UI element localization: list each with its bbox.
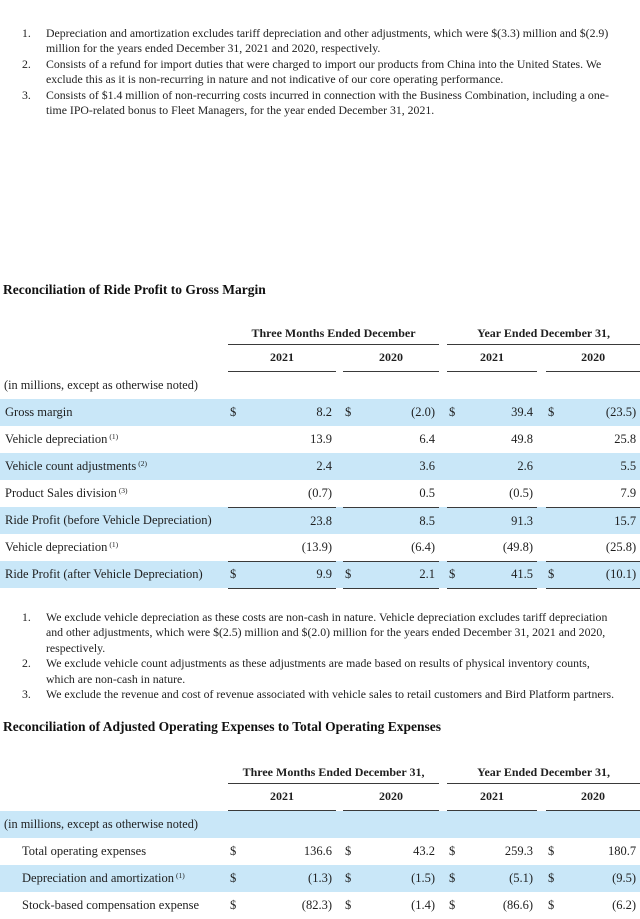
value-cell: 41.5	[465, 561, 537, 588]
value-cell: 6.4	[419, 432, 436, 447]
dollar-sign-cell	[228, 480, 246, 507]
footnote-reference: (1)	[176, 871, 185, 881]
footnote-number: 3.	[22, 686, 31, 701]
column-gap	[336, 892, 343, 919]
dollar-sign-cell: $	[447, 561, 465, 588]
dollar-sign-cell	[546, 534, 564, 561]
column-gap	[537, 426, 546, 453]
value-cell: 8.2	[246, 399, 336, 426]
value-cell: (23.5)	[564, 399, 640, 426]
year-column-header: 2020	[343, 344, 439, 371]
header-gap	[537, 783, 546, 810]
column-gap	[537, 480, 546, 507]
value-cell: (9.5)	[564, 865, 640, 892]
table-row	[0, 399, 640, 426]
footnote-reference: (1)	[109, 540, 119, 550]
header-gap	[439, 344, 447, 371]
column-group-header: Year Ended December 31,	[447, 322, 640, 344]
table-row	[0, 453, 640, 480]
value-cell: 7.9	[564, 480, 640, 507]
row-label: Total operating expenses	[22, 844, 147, 859]
column-gap	[439, 561, 447, 588]
value-cell: 25.8	[614, 432, 637, 447]
value-cell: 8.5	[361, 507, 439, 534]
column-gap	[336, 838, 343, 865]
dollar-sign-cell	[447, 507, 465, 534]
footnote-reference: (1)	[109, 432, 119, 442]
header-gap	[439, 761, 447, 783]
value-cell: 43.2	[413, 844, 436, 859]
units-label: (in millions, except as otherwise noted)	[0, 810, 640, 838]
column-gap	[439, 865, 447, 892]
footnote-text: Consists of $1.4 million of non-recurring costs incurred in connection with the Business Combination, including a one-time IPO-related bonus to Fleet Managers, for the year ended December 31, 2021.	[46, 87, 609, 118]
dollar-sign-cell	[546, 453, 564, 480]
column-gap	[439, 480, 447, 507]
footnote-number: 3.	[22, 87, 31, 102]
value-cell: (10.1)	[564, 561, 640, 588]
column-gap	[537, 453, 546, 480]
dollar-sign-cell	[228, 426, 246, 453]
dollar-sign-cell	[228, 534, 246, 561]
column-gap	[537, 892, 546, 919]
section-title-ride-profit: Reconciliation of Ride Profit to Gross Margin	[3, 282, 266, 298]
dollar-sign-cell	[546, 480, 564, 507]
year-column-header: 2021	[447, 344, 537, 371]
value-cell: (1.5)	[361, 865, 439, 892]
column-group-header-row	[0, 761, 640, 783]
header-gap	[336, 344, 343, 371]
year-column-header: 2020	[546, 344, 640, 371]
row-label: Ride Profit (before Vehicle Depreciation)	[0, 507, 228, 534]
value-cell: (0.7)	[246, 480, 336, 507]
row-label: Stock-based compensation expense	[22, 898, 200, 913]
value-cell: (6.2)	[612, 898, 637, 913]
footnote-item	[0, 26, 640, 57]
column-gap	[336, 426, 343, 453]
column-group-header: Three Months Ended December	[228, 322, 439, 344]
value-cell: 0.5	[361, 480, 439, 507]
dollar-sign-cell: $	[548, 844, 555, 859]
value-cell: 13.9	[310, 432, 332, 447]
dollar-sign-cell: $	[449, 898, 456, 913]
value-cell: (25.8)	[564, 534, 640, 561]
value-cell: 136.6	[303, 844, 332, 859]
operating-expenses-reconciliation-table	[0, 761, 640, 919]
row-label: Vehicle count adjustments $^{(2)}$	[0, 453, 228, 480]
footnote-item	[0, 656, 640, 687]
column-gap	[336, 561, 343, 588]
dollar-sign-cell: $	[228, 561, 246, 588]
header-gap	[537, 344, 546, 371]
value-cell: (49.8)	[465, 534, 537, 561]
dollar-sign-cell: $	[447, 865, 465, 892]
dollar-sign-cell: $	[546, 561, 564, 588]
column-gap	[537, 507, 546, 534]
value-cell: (2.0)	[361, 399, 439, 426]
dollar-sign-cell: $	[228, 865, 246, 892]
column-gap	[537, 534, 546, 561]
value-cell: (5.1)	[465, 865, 537, 892]
dollar-sign-cell: $	[449, 844, 456, 859]
column-group-header-row	[0, 322, 640, 344]
dollar-sign-cell	[343, 507, 361, 534]
year-column-header: 2021	[228, 783, 336, 810]
column-gap	[537, 865, 546, 892]
footnote-text: We exclude vehicle depreciation as these costs are non-cash in nature. Vehicle depreciation excludes tariff depreciation and other adjustments, which were $(2.5) million and $(2.0) million for the years ended December 31, 2021 and 2020, respectively.	[46, 609, 608, 655]
value-cell: 39.4	[465, 399, 537, 426]
dollar-sign-cell	[447, 534, 465, 561]
column-gap	[336, 534, 343, 561]
value-cell: 259.3	[504, 844, 534, 859]
dollar-sign-cell: $	[228, 399, 246, 426]
value-cell: 9.9	[246, 561, 336, 588]
value-cell: 23.8	[246, 507, 336, 534]
column-gap	[537, 838, 546, 865]
header-gap	[439, 322, 447, 344]
year-header-row	[0, 344, 640, 371]
footnote-reference: (2)	[138, 459, 147, 469]
table-row	[0, 561, 640, 588]
footnote-item	[0, 610, 640, 656]
header-label-spacer	[0, 344, 228, 371]
column-gap	[336, 399, 343, 426]
year-column-header: 2020	[343, 783, 439, 810]
footnote-text: We exclude vehicle count adjustments as these adjustments are made based on results of physical inventory counts, which are non-cash in nature.	[46, 656, 590, 686]
column-gap	[439, 838, 447, 865]
dollar-sign-cell: $	[343, 399, 361, 426]
value-cell: (13.9)	[246, 534, 336, 561]
value-cell: 2.6	[465, 453, 537, 480]
column-gap	[439, 534, 447, 561]
column-gap	[439, 507, 447, 534]
footnote-number: 1.	[22, 609, 31, 624]
column-group-header: Three Months Ended December 31,	[228, 761, 439, 783]
column-gap	[439, 453, 447, 480]
ride-profit-reconciliation-table	[0, 322, 640, 589]
value-cell: 180.7	[607, 844, 637, 859]
top-footnote-list	[0, 0, 640, 118]
header-gap	[439, 783, 447, 810]
column-group-header: Year Ended December 31,	[447, 761, 640, 783]
year-column-header: 2020	[546, 783, 640, 810]
header-label-spacer	[0, 322, 228, 344]
dollar-sign-cell	[546, 507, 564, 534]
value-cell: (1.4)	[411, 898, 436, 913]
dollar-sign-cell: $	[345, 844, 352, 859]
header-label-spacer	[0, 761, 228, 783]
dollar-sign-cell	[343, 534, 361, 561]
table-row	[0, 480, 640, 507]
table-row	[0, 838, 640, 865]
column-gap	[537, 561, 546, 588]
column-gap	[336, 865, 343, 892]
units-label-row	[0, 810, 640, 838]
value-cell: 49.8	[511, 432, 534, 447]
value-cell: 15.7	[564, 507, 640, 534]
value-cell: 5.5	[564, 453, 640, 480]
footnote-item	[0, 88, 640, 119]
value-cell: 3.6	[361, 453, 439, 480]
dollar-sign-cell: $	[546, 865, 564, 892]
dollar-sign-cell: $	[447, 399, 465, 426]
dollar-sign-cell: $	[230, 898, 237, 913]
year-column-header: 2021	[228, 344, 336, 371]
section-title-operating-expenses: Reconciliation of Adjusted Operating Expenses to Total Operating Expenses	[3, 719, 442, 735]
column-gap	[439, 426, 447, 453]
value-cell: (6.4)	[361, 534, 439, 561]
dollar-sign-cell: $	[345, 898, 352, 913]
value-cell: 2.1	[361, 561, 439, 588]
dollar-sign-cell	[546, 426, 564, 453]
footnote-text: Depreciation and amortization excludes tariff depreciation and other adjustments, which were $(3.3) million and $(2.9) million for the years ended December 31, 2021 and 2020, respectively.	[46, 26, 609, 56]
column-gap	[439, 892, 447, 919]
row-label: Gross margin	[0, 399, 228, 426]
header-gap	[336, 783, 343, 810]
dollar-sign-cell: $	[546, 399, 564, 426]
footnote-reference: (3)	[118, 486, 128, 496]
row-label: Vehicle depreciation $^{(1)}$	[5, 432, 119, 447]
row-label: Vehicle depreciation $^{(1)}$	[5, 540, 119, 555]
value-cell: (1.3)	[246, 865, 336, 892]
value-cell: 91.3	[465, 507, 537, 534]
year-column-header: 2021	[447, 783, 537, 810]
footnote-text: Consists of a refund for import duties that were charged to import our products from China into the United States. We exclude this as it is non-recurring in nature and not indicative of our core operating performance.	[46, 56, 602, 87]
table-row	[0, 892, 640, 919]
footnote-item	[0, 687, 640, 702]
footnote-number: 2.	[22, 656, 31, 671]
dollar-sign-cell: $	[343, 561, 361, 588]
value-cell: (0.5)	[465, 480, 537, 507]
value-cell: (82.3)	[301, 898, 332, 913]
value-cell: 2.4	[246, 453, 336, 480]
dollar-sign-cell: $	[343, 865, 361, 892]
value-cell: (86.6)	[502, 898, 534, 913]
mid-footnote-list	[0, 610, 640, 702]
row-label: Product Sales division $^{(3)}$	[5, 486, 128, 501]
dollar-sign-cell	[343, 480, 361, 507]
table-row	[0, 534, 640, 561]
dollar-sign-cell	[447, 426, 465, 453]
column-gap	[336, 453, 343, 480]
table-row	[0, 426, 640, 453]
footnote-number: 2.	[22, 56, 31, 71]
column-gap	[537, 399, 546, 426]
dollar-sign-cell	[447, 480, 465, 507]
dollar-sign-cell	[343, 426, 361, 453]
footnote-text: We exclude the revenue and cost of revenue associated with vehicle sales to retail customers and Bird Platform partners.	[46, 686, 615, 701]
table-row	[0, 507, 640, 534]
dollar-sign-cell	[228, 507, 246, 534]
table-row	[0, 865, 640, 892]
column-gap	[336, 480, 343, 507]
dollar-sign-cell: $	[548, 898, 555, 913]
footnote-number: 1.	[22, 26, 31, 40]
units-label: (in millions, except as otherwise noted)	[4, 378, 198, 393]
units-label-row	[0, 371, 640, 399]
dollar-sign-cell: $	[230, 844, 237, 859]
dollar-sign-cell	[447, 453, 465, 480]
dollar-sign-cell	[228, 453, 246, 480]
dollar-sign-cell	[343, 453, 361, 480]
column-gap	[336, 507, 343, 534]
row-label: Ride Profit (after Vehicle Depreciation)	[0, 561, 228, 588]
footnote-item	[0, 57, 640, 88]
header-label-spacer	[0, 783, 228, 810]
column-gap	[439, 399, 447, 426]
row-label: Depreciation and amortization $^{(1)}$	[0, 865, 228, 892]
year-header-row	[0, 783, 640, 810]
